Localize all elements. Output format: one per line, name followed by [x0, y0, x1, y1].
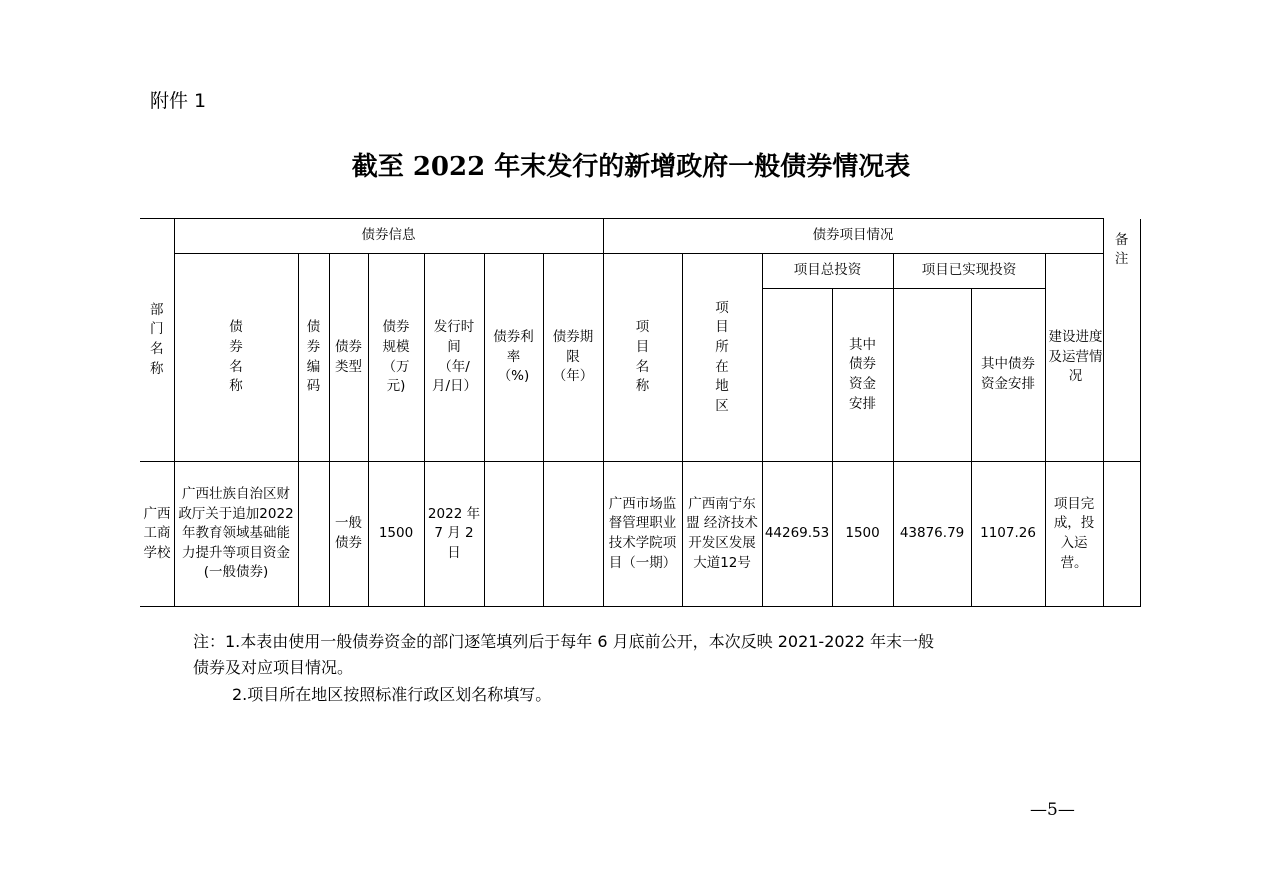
- header-bond-type: 债券类型: [329, 254, 368, 462]
- header-interest-rate: 债券利率（%): [484, 254, 543, 462]
- header-bond-code: 债券编码: [298, 254, 329, 462]
- header-realized-investment-bond: 其中债券资金安排: [971, 289, 1045, 462]
- cell-progress: 项目完成，投入运营。: [1045, 462, 1103, 607]
- header-remark: 备注: [1103, 289, 1140, 462]
- note-line-3: 2.项目所在地区按照标准行政区划名称填写。: [232, 685, 552, 704]
- header-bond-name: 债券名称: [174, 254, 298, 462]
- header-progress: 建设进度及运营情况: [1045, 254, 1103, 462]
- cell-bond-type: 一般债券: [329, 462, 368, 607]
- header-total-investment-sub: [762, 289, 832, 462]
- header-total-investment: 项目总投资: [762, 254, 893, 289]
- cell-total-investment-bond: 1500: [832, 462, 893, 607]
- header-bond-info: 债券信息: [174, 219, 603, 254]
- cell-bond-code: [298, 462, 329, 607]
- cell-project-name: 广西市场监督管理职业技术学院项目（一期）: [603, 462, 682, 607]
- header-project-name: 项目名称: [603, 254, 682, 462]
- cell-realized-investment-bond: 1107.26: [971, 462, 1045, 607]
- cell-interest-rate: [484, 462, 543, 607]
- header-realized-investment-sub: [893, 289, 971, 462]
- header-issue-time: 发行时间（年/月/日）: [424, 254, 484, 462]
- header-project-region: 项目所在地区: [682, 254, 762, 462]
- cell-total-investment: 44269.53: [762, 462, 832, 607]
- header-total-investment-bond: 其中债券资金安排: [832, 289, 893, 462]
- header-dept-name: 部门名称: [140, 219, 174, 462]
- cell-bond-name: 广西壮族自治区财政厅关于追加2022 年教育领域基础能力提升等项目资金(一般债券): [174, 462, 298, 607]
- page-title: 截至 2022 年末发行的新增政府一般债券情况表: [351, 152, 911, 182]
- cell-dept-name: 广西工商学校: [140, 462, 174, 607]
- attachment-label: 附件 1: [150, 90, 207, 112]
- page-number: —5—: [1030, 800, 1075, 820]
- cell-remark: [1103, 462, 1140, 607]
- cell-realized-investment: 43876.79: [893, 462, 971, 607]
- cell-term: [543, 462, 603, 607]
- cell-project-region: 广西南宁东盟 经济技术开发区发展大道12号: [682, 462, 762, 607]
- note-line-2: 债券及对应项目情况。: [193, 658, 354, 677]
- header-realized-investment: 项目已实现投资: [893, 254, 1045, 289]
- note-line-1: 注：1.本表由使用一般债券资金的部门逐笔填列后于每年 6 月底前公开，本次反映 2021-2022 年末一般: [193, 632, 935, 651]
- header-bond-scale: 债券规模（万元): [368, 254, 424, 462]
- cell-bond-scale: 1500: [368, 462, 424, 607]
- cell-issue-time: 2022 年 7 月 2 日: [424, 462, 484, 607]
- header-term: 债券期限（年）: [543, 254, 603, 462]
- bonds-table: [140, 218, 1141, 607]
- table-row: [140, 462, 1140, 607]
- header-project-info: 债券项目情况: [603, 219, 1103, 254]
